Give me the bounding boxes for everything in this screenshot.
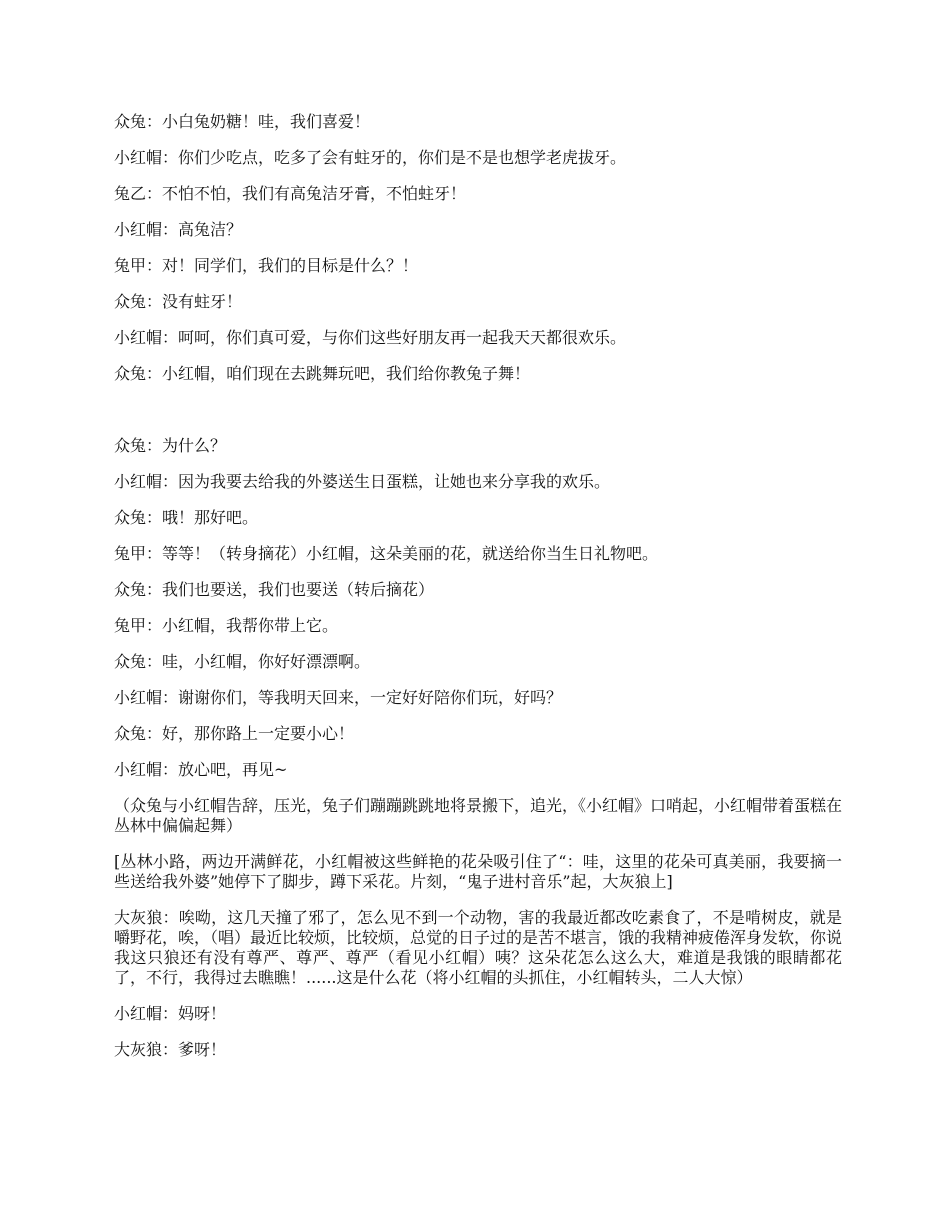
dialogue-line: 小红帽：呵呵，你们真可爱，与你们这些好朋友再一起我天天都很欢乐。 [114,328,627,347]
dialogue-line: 兔甲：小红帽，我帮你带上它。 [114,616,339,635]
dialogue-line: 众兔：没有蛀牙！ [114,292,243,311]
dialogue-line: 大灰狼：爹呀！ [114,1040,227,1059]
dialogue-line: 众兔：哦！那好吧。 [114,508,259,527]
dialogue-line: 小红帽：高兔洁？ [114,220,243,239]
dialogue-line: 大灰狼：唉呦，这几天撞了邪了，怎么见不到一个动物，害的我最近都改吃素食了，不是啃树皮，就是嚼野花，唉，（唱）最近比较烦，比较烦，总觉的日子过的是苦不堪言，饿的我精神疲倦浑身发软，你说我这只狼还有没有尊严、尊严、尊严（看见小红帽）咦？这朵花怎么这么大，难道是我饿的眼睛都花了，不行，我得过去瞧瞧！......这是什么花（将小红帽的头抓住，小红帽转头，二人大惊） [114,908,843,987]
dialogue-line: 兔甲：等等！（转身摘花）小红帽，这朵美丽的花，就送给你当生日礼物吧。 [114,544,659,563]
dialogue-line: 兔乙：不怕不怕，我们有高兔洁牙膏，不怕蛀牙！ [114,184,467,203]
stage-direction: （众兔与小红帽告辞，压光，兔子们蹦蹦跳跳地将景搬下，追光，《小红帽》口哨起，小红帽带着蛋糕在丛林中偏偏起舞） [114,796,843,835]
dialogue-line: 小红帽：谢谢你们，等我明天回来，一定好好陪你们玩，好吗？ [114,688,563,707]
dialogue-line: 小红帽：你们少吃点，吃多了会有蛀牙的，你们是不是也想学老虎拔牙。 [114,148,627,167]
dialogue-line: 兔甲：对！同学们，我们的目标是什么？！ [114,256,419,275]
dialogue-line: 小红帽：放心吧，再见~ [114,760,288,779]
dialogue-line: 小红帽：因为我要去给我的外婆送生日蛋糕，让她也来分享我的欢乐。 [114,472,611,491]
dialogue-line: 众兔：小红帽，咱们现在去跳舞玩吧，我们给你教兔子舞！ [114,364,531,383]
dialogue-line: 小红帽：妈呀！ [114,1004,227,1023]
dialogue-line: 众兔：为什么？ [114,436,227,455]
stage-direction: [丛林小路，两边开满鲜花，小红帽被这些鲜艳的花朵吸引住了“：哇，这里的花朵可真美丽，我要摘一些送给我外婆”她停下了脚步，蹲下采花。片刻，“鬼子进村音乐”起，大灰狼上] [114,852,842,891]
dialogue-line: 众兔：小白兔奶糖！哇，我们喜爱！ [114,112,371,131]
dialogue-line: 众兔：好，那你路上一定要小心！ [114,724,355,743]
dialogue-line: 众兔：我们也要送，我们也要送（转后摘花） [114,580,435,599]
script-text [114,112,842,1076]
section-gap [114,400,842,436]
dialogue-line: 众兔：哇，小红帽，你好好漂漂啊。 [114,652,371,671]
